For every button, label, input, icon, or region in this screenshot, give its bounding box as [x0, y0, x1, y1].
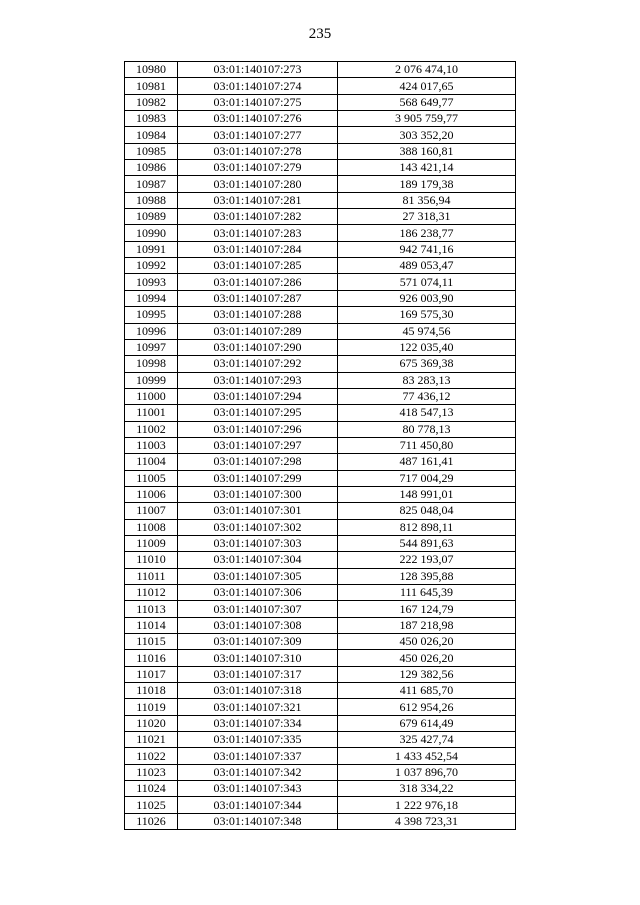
- table-row: [125, 209, 516, 225]
- cadastral-value-cell: 27 318,31: [338, 209, 516, 225]
- cadastral-number-cell: 03:01:140107:290: [178, 339, 338, 355]
- cadastral-value-cell: 3 905 759,77: [338, 111, 516, 127]
- cadastral-number-cell: 03:01:140107:284: [178, 241, 338, 257]
- cadastral-number-cell: 03:01:140107:273: [178, 62, 338, 78]
- row-number-cell: 11007: [125, 503, 178, 519]
- cadastral-number-cell: 03:01:140107:282: [178, 209, 338, 225]
- cadastral-value-cell: 679 614,49: [338, 715, 516, 731]
- cadastral-number-cell: 03:01:140107:276: [178, 111, 338, 127]
- table-row: [125, 486, 516, 502]
- row-number-cell: 10999: [125, 372, 178, 388]
- row-number-cell: 10989: [125, 209, 178, 225]
- cadastral-number-cell: 03:01:140107:302: [178, 519, 338, 535]
- cadastral-value-cell: 487 161,41: [338, 454, 516, 470]
- table-row: [125, 241, 516, 257]
- cadastral-number-cell: 03:01:140107:309: [178, 634, 338, 650]
- table-row: [125, 143, 516, 159]
- cadastral-value-cell: 122 035,40: [338, 339, 516, 355]
- row-number-cell: 11026: [125, 813, 178, 829]
- cadastral-number-cell: 03:01:140107:287: [178, 290, 338, 306]
- row-number-cell: 10994: [125, 290, 178, 306]
- row-number-cell: 11012: [125, 585, 178, 601]
- row-number-cell: 11005: [125, 470, 178, 486]
- row-number-cell: 10993: [125, 274, 178, 290]
- cadastral-value-cell: 418 547,13: [338, 405, 516, 421]
- cadastral-value-cell: 167 124,79: [338, 601, 516, 617]
- row-number-cell: 10984: [125, 127, 178, 143]
- cadastral-number-cell: 03:01:140107:308: [178, 617, 338, 633]
- table-row: [125, 797, 516, 813]
- row-number-cell: 11006: [125, 486, 178, 502]
- row-number-cell: 11003: [125, 437, 178, 453]
- cadastral-value-cell: 711 450,80: [338, 437, 516, 453]
- cadastral-number-cell: 03:01:140107:298: [178, 454, 338, 470]
- row-number-cell: 11025: [125, 797, 178, 813]
- cadastral-number-cell: 03:01:140107:334: [178, 715, 338, 731]
- table-row: [125, 585, 516, 601]
- row-number-cell: 10992: [125, 258, 178, 274]
- cadastral-number-cell: 03:01:140107:296: [178, 421, 338, 437]
- cadastral-value-cell: 303 352,20: [338, 127, 516, 143]
- cadastral-value-cell: 189 179,38: [338, 176, 516, 192]
- cadastral-number-cell: 03:01:140107:297: [178, 437, 338, 453]
- cadastral-number-cell: 03:01:140107:317: [178, 666, 338, 682]
- cadastral-number-cell: 03:01:140107:280: [178, 176, 338, 192]
- cadastral-number-cell: 03:01:140107:288: [178, 307, 338, 323]
- row-number-cell: 10995: [125, 307, 178, 323]
- table-row: [125, 699, 516, 715]
- table-row: [125, 176, 516, 192]
- cadastral-value-cell: 942 741,16: [338, 241, 516, 257]
- row-number-cell: 11023: [125, 764, 178, 780]
- table-row: [125, 666, 516, 682]
- table-row: [125, 781, 516, 797]
- row-number-cell: 10998: [125, 356, 178, 372]
- cadastral-value-cell: 77 436,12: [338, 388, 516, 404]
- cadastral-number-cell: 03:01:140107:310: [178, 650, 338, 666]
- cadastral-number-cell: 03:01:140107:342: [178, 764, 338, 780]
- cadastral-value-cell: 222 193,07: [338, 552, 516, 568]
- cadastral-number-cell: 03:01:140107:275: [178, 94, 338, 110]
- cadastral-value-cell: 186 238,77: [338, 225, 516, 241]
- cadastral-number-cell: 03:01:140107:289: [178, 323, 338, 339]
- row-number-cell: 11018: [125, 683, 178, 699]
- table-row: [125, 372, 516, 388]
- table-row: [125, 732, 516, 748]
- cadastral-value-table: [124, 61, 516, 830]
- cadastral-value-cell: 1 433 452,54: [338, 748, 516, 764]
- table-row: [125, 715, 516, 731]
- row-number-cell: 10988: [125, 192, 178, 208]
- table-row: [125, 813, 516, 829]
- cadastral-value-cell: 1 037 896,70: [338, 764, 516, 780]
- table-row: [125, 78, 516, 94]
- row-number-cell: 11008: [125, 519, 178, 535]
- cadastral-number-cell: 03:01:140107:294: [178, 388, 338, 404]
- row-number-cell: 10982: [125, 94, 178, 110]
- row-number-cell: 10983: [125, 111, 178, 127]
- cadastral-value-cell: 612 954,26: [338, 699, 516, 715]
- table-row: [125, 388, 516, 404]
- cadastral-value-cell: 675 369,38: [338, 356, 516, 372]
- cadastral-number-cell: 03:01:140107:307: [178, 601, 338, 617]
- cadastral-number-cell: 03:01:140107:286: [178, 274, 338, 290]
- row-number-cell: 11024: [125, 781, 178, 797]
- row-number-cell: 11013: [125, 601, 178, 617]
- cadastral-value-cell: 45 974,56: [338, 323, 516, 339]
- cadastral-number-cell: 03:01:140107:303: [178, 535, 338, 551]
- cadastral-value-cell: 81 356,94: [338, 192, 516, 208]
- cadastral-value-cell: 325 427,74: [338, 732, 516, 748]
- cadastral-number-cell: 03:01:140107:321: [178, 699, 338, 715]
- table-row: [125, 519, 516, 535]
- table-row: [125, 568, 516, 584]
- table-row: [125, 323, 516, 339]
- cadastral-value-cell: 83 283,13: [338, 372, 516, 388]
- cadastral-value-cell: 80 778,13: [338, 421, 516, 437]
- table-row: [125, 454, 516, 470]
- row-number-cell: 11010: [125, 552, 178, 568]
- cadastral-number-cell: 03:01:140107:295: [178, 405, 338, 421]
- cadastral-number-cell: 03:01:140107:318: [178, 683, 338, 699]
- cadastral-value-cell: 450 026,20: [338, 650, 516, 666]
- cadastral-value-cell: 148 991,01: [338, 486, 516, 502]
- cadastral-number-cell: 03:01:140107:285: [178, 258, 338, 274]
- cadastral-value-cell: 1 222 976,18: [338, 797, 516, 813]
- row-number-cell: 11021: [125, 732, 178, 748]
- table-row: [125, 290, 516, 306]
- cadastral-value-cell: 489 053,47: [338, 258, 516, 274]
- cadastral-number-cell: 03:01:140107:279: [178, 160, 338, 176]
- table-row: [125, 225, 516, 241]
- cadastral-value-cell: 717 004,29: [338, 470, 516, 486]
- row-number-cell: 10986: [125, 160, 178, 176]
- cadastral-value-cell: 825 048,04: [338, 503, 516, 519]
- row-number-cell: 10980: [125, 62, 178, 78]
- row-number-cell: 11002: [125, 421, 178, 437]
- cadastral-number-cell: 03:01:140107:335: [178, 732, 338, 748]
- cadastral-value-cell: 544 891,63: [338, 535, 516, 551]
- row-number-cell: 11022: [125, 748, 178, 764]
- row-number-cell: 10991: [125, 241, 178, 257]
- row-number-cell: 11004: [125, 454, 178, 470]
- table-row: [125, 307, 516, 323]
- cadastral-value-cell: 169 575,30: [338, 307, 516, 323]
- table-row: [125, 62, 516, 78]
- table-row: [125, 634, 516, 650]
- cadastral-value-cell: 568 649,77: [338, 94, 516, 110]
- cadastral-number-cell: 03:01:140107:304: [178, 552, 338, 568]
- row-number-cell: 11016: [125, 650, 178, 666]
- table-row: [125, 650, 516, 666]
- cadastral-number-cell: 03:01:140107:305: [178, 568, 338, 584]
- row-number-cell: 10985: [125, 143, 178, 159]
- cadastral-value-cell: 4 398 723,31: [338, 813, 516, 829]
- cadastral-number-cell: 03:01:140107:281: [178, 192, 338, 208]
- table-row: [125, 552, 516, 568]
- cadastral-value-cell: 111 645,39: [338, 585, 516, 601]
- table-row: [125, 470, 516, 486]
- table-row: [125, 274, 516, 290]
- cadastral-number-cell: 03:01:140107:344: [178, 797, 338, 813]
- page-number: 235: [308, 26, 332, 42]
- row-number-cell: 11011: [125, 568, 178, 584]
- cadastral-value-cell: 318 334,22: [338, 781, 516, 797]
- table-row: [125, 339, 516, 355]
- cadastral-value-cell: 2 076 474,10: [338, 62, 516, 78]
- table-row: [125, 683, 516, 699]
- cadastral-value-table-body: [125, 62, 516, 830]
- cadastral-number-cell: 03:01:140107:348: [178, 813, 338, 829]
- cadastral-number-cell: 03:01:140107:306: [178, 585, 338, 601]
- table-row: [125, 258, 516, 274]
- table-row: [125, 617, 516, 633]
- table-row: [125, 192, 516, 208]
- cadastral-value-cell: 424 017,65: [338, 78, 516, 94]
- table-row: [125, 405, 516, 421]
- table-row: [125, 601, 516, 617]
- row-number-cell: 10990: [125, 225, 178, 241]
- table-row: [125, 111, 516, 127]
- cadastral-value-cell: 143 421,14: [338, 160, 516, 176]
- table-row: [125, 535, 516, 551]
- cadastral-number-cell: 03:01:140107:301: [178, 503, 338, 519]
- cadastral-value-cell: 450 026,20: [338, 634, 516, 650]
- row-number-cell: 11019: [125, 699, 178, 715]
- cadastral-number-cell: 03:01:140107:337: [178, 748, 338, 764]
- table-row: [125, 94, 516, 110]
- row-number-cell: 11020: [125, 715, 178, 731]
- row-number-cell: 10997: [125, 339, 178, 355]
- cadastral-value-cell: 411 685,70: [338, 683, 516, 699]
- row-number-cell: 11014: [125, 617, 178, 633]
- cadastral-number-cell: 03:01:140107:293: [178, 372, 338, 388]
- row-number-cell: 10996: [125, 323, 178, 339]
- row-number-cell: 11001: [125, 405, 178, 421]
- cadastral-number-cell: 03:01:140107:300: [178, 486, 338, 502]
- cadastral-value-cell: 128 395,88: [338, 568, 516, 584]
- cadastral-number-cell: 03:01:140107:292: [178, 356, 338, 372]
- cadastral-number-cell: 03:01:140107:299: [178, 470, 338, 486]
- row-number-cell: 11009: [125, 535, 178, 551]
- cadastral-value-cell: 187 218,98: [338, 617, 516, 633]
- table-row: [125, 437, 516, 453]
- table-row: [125, 503, 516, 519]
- table-row: [125, 748, 516, 764]
- table-row: [125, 356, 516, 372]
- cadastral-value-cell: 388 160,81: [338, 143, 516, 159]
- table-row: [125, 764, 516, 780]
- cadastral-number-cell: 03:01:140107:277: [178, 127, 338, 143]
- cadastral-value-cell: 812 898,11: [338, 519, 516, 535]
- cadastral-number-cell: 03:01:140107:283: [178, 225, 338, 241]
- row-number-cell: 11015: [125, 634, 178, 650]
- row-number-cell: 10981: [125, 78, 178, 94]
- cadastral-value-cell: 571 074,11: [338, 274, 516, 290]
- cadastral-number-cell: 03:01:140107:274: [178, 78, 338, 94]
- row-number-cell: 11000: [125, 388, 178, 404]
- cadastral-number-cell: 03:01:140107:278: [178, 143, 338, 159]
- row-number-cell: 10987: [125, 176, 178, 192]
- table-row: [125, 127, 516, 143]
- cadastral-value-cell: 926 003,90: [338, 290, 516, 306]
- row-number-cell: 11017: [125, 666, 178, 682]
- table-row: [125, 421, 516, 437]
- cadastral-value-cell: 129 382,56: [338, 666, 516, 682]
- cadastral-number-cell: 03:01:140107:343: [178, 781, 338, 797]
- table-row: [125, 160, 516, 176]
